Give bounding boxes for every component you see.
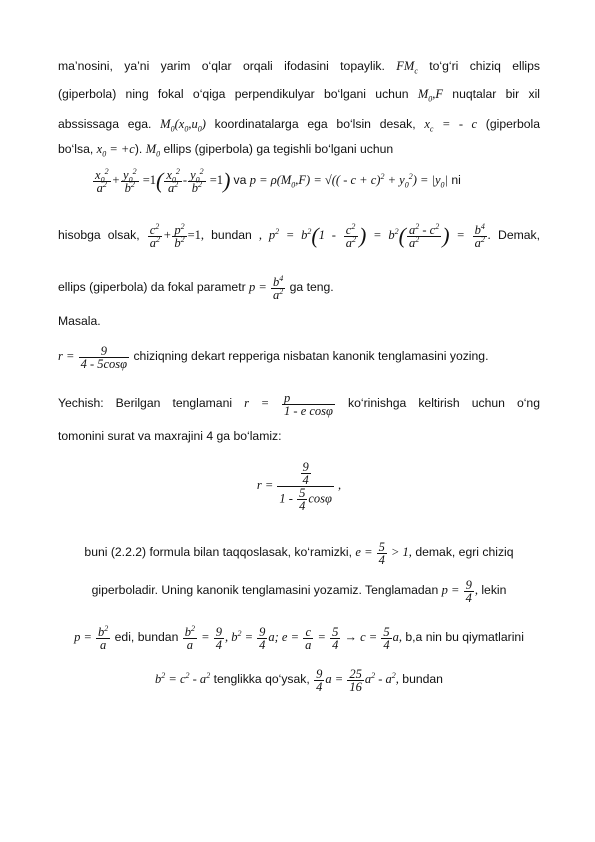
text: nuqtalar bir xil bbox=[452, 87, 540, 101]
text: buni (2.2.2) formula bilan taqqoslasak, ko‘ramizki, bbox=[84, 545, 352, 559]
text-line bbox=[58, 664, 540, 694]
formula-ba-values: $\frac{b^2}{a}$ = $\frac{9}{4}$ , $b^2$ = $\frac{9}{4}$ a; e = $\frac{c}{a}$ = $\frac{5}{4}$ → c = $\frac{5}{4}$ a, bbox=[184, 623, 402, 652]
formula-b2-relation: $b^2 = c^2 - a^2$ bbox=[155, 670, 211, 686]
formula-fmc: $FM_c$ bbox=[396, 59, 418, 76]
equation-distance: $p = \rho(M_0,F)$ = √(( - $c + c)^2 + y_0^2) = |y_0|$ bbox=[249, 171, 448, 190]
text: hisobga olsak, bbox=[58, 228, 140, 242]
text-line bbox=[58, 116, 540, 132]
text: ga teng. bbox=[289, 280, 334, 294]
text-line: bo‘lsa, $x_0 = +c$). $M_0$ ellips (giperbola) ga tegishli bo‘lgani uchun bbox=[58, 142, 394, 159]
text: chiziqning dekart repperiga nisbatan kanonik tenglamasini yozing. bbox=[133, 349, 489, 363]
text: to‘g‘ri chiziq ellips bbox=[429, 59, 540, 73]
text-line bbox=[58, 86, 540, 102]
equation-center bbox=[58, 455, 540, 515]
text: bundan bbox=[211, 228, 252, 242]
section-heading bbox=[58, 313, 540, 329]
text: ellips (giperbola) ga tegishli bo‘lgani uchun bbox=[163, 142, 394, 156]
text: ko‘rinishga keltirish uchun o‘ng bbox=[348, 396, 540, 410]
formula-task: r = $\frac{9}{4 - 5\cos\varphi}$ bbox=[58, 343, 128, 371]
text: tenglikka qo‘ysak, bbox=[213, 672, 310, 686]
formula-m0-f: $M_0,F$ bbox=[417, 87, 443, 104]
text: bo‘lsa, bbox=[58, 142, 94, 156]
equation-p-squared: , $p^2 = b^2(1$ - $\frac{c^2}{a^2}$ ) = $b^2$( $\frac{a^2 - c^2}{a^2}$ ) = $\frac{b^4}{a^2}$ . bbox=[258, 221, 491, 250]
text: abssissaga ega. bbox=[58, 117, 152, 131]
text: edi, bundan bbox=[114, 630, 179, 644]
formula-m0-point: $M_0(x_0,u_0)$ bbox=[160, 117, 206, 134]
text: Demak, bbox=[498, 228, 541, 242]
text: b,a nin bu qiymatlarini bbox=[405, 630, 524, 644]
formula-final-substitution: $\frac{9}{4}$ a = $\frac{25}{16}$ $a^2 - a^2$, bbox=[316, 666, 399, 694]
equation-divided: r = $\frac{9}{4}$ 1 - $\frac{5}{4}$ cosφ , bbox=[256, 459, 342, 513]
text-line bbox=[58, 58, 540, 74]
text-line bbox=[58, 576, 540, 604]
text: demak, egri chiziq bbox=[415, 545, 514, 559]
text-line bbox=[58, 388, 540, 418]
text: giperboladir. Uning kanonik tenglamasini yozamiz. Tenglamadan bbox=[91, 583, 439, 597]
text: koordinatalarga ega bo‘lsin desak, bbox=[214, 117, 416, 131]
text: bundan bbox=[402, 672, 443, 686]
equation-line bbox=[92, 166, 542, 195]
text: ellips (giperbola) da fokal parametr bbox=[58, 280, 246, 294]
text: va bbox=[233, 173, 247, 187]
text: (giperbola) ning fokal o‘qiga perpendikulyar bo‘lgani uchun bbox=[58, 87, 409, 101]
text: ma’nosini, ya’ni yarim o‘qlar orqali ifodasini topaylik. bbox=[58, 59, 385, 73]
text: ni bbox=[451, 173, 461, 187]
text: lekin bbox=[481, 583, 507, 597]
text-line bbox=[58, 538, 540, 566]
formula-xc: $x_c$ = - c bbox=[424, 117, 478, 134]
text-line bbox=[58, 622, 540, 652]
formula-m0: $M_0$ bbox=[145, 142, 161, 159]
text: (giperbola bbox=[485, 117, 540, 131]
formula-polar-form: r = $\frac{p}{\text{1 - e cosφ}}$ bbox=[244, 390, 333, 418]
formula-eccentricity: e = $\frac{5}{4}$ > 1, bbox=[355, 539, 412, 567]
formula-x0: $x_0 = +c$ bbox=[96, 142, 135, 159]
equation-substitute: $\frac{c^2}{a^2}$ + $\frac{p^2}{b^2}$ =1, bbox=[149, 221, 205, 250]
masala-title: Masala. bbox=[58, 314, 101, 328]
text: Yechish: Berilgan tenglamani bbox=[58, 396, 233, 410]
text: tomonini surat va maxrajini 4 ga bo‘lamiz: bbox=[58, 429, 282, 443]
equation-ellipse: $\frac{x_0^2}{a^2}$ + $\frac{y_0^2}{b^2}$ =1( $\frac{x_0^2}{a^2}$ - $\frac{y_0^2}{b^2}$ =1) bbox=[95, 166, 231, 195]
formula-focal-parameter: p = $\frac{b^4}{a^2}$ bbox=[249, 273, 284, 302]
text-line bbox=[58, 272, 540, 302]
task-line bbox=[58, 340, 540, 372]
text-line bbox=[58, 428, 540, 444]
formula-p-value: p = $\frac{9}{4}$ , bbox=[441, 577, 478, 605]
formula-p-def: p = $\frac{b^2}{a}$ bbox=[74, 623, 109, 652]
equation-line bbox=[58, 220, 540, 251]
